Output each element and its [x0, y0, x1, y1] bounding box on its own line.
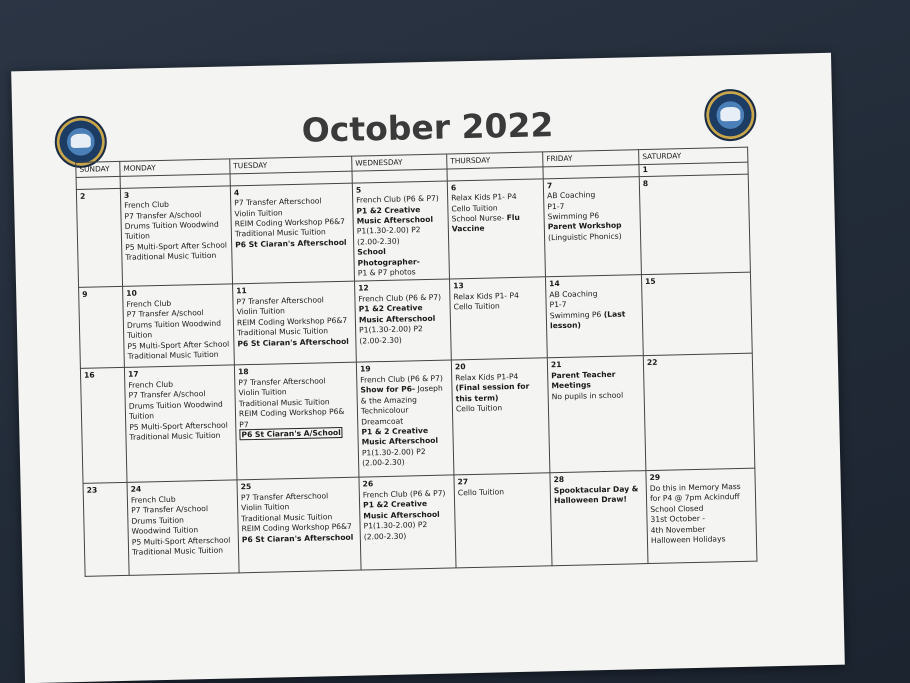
day-cell: 5 French Club (P6 & P7) P1 &2 Creative Music Afterschool P1(1.30-2.00) P2 (2.00-2.30) School Photographer- P1 & P7 photos: [352, 181, 449, 282]
header-saturday: SATURDAY: [639, 147, 748, 165]
day-cell: 13 Relax Kids P1- P4 Cello Tuition: [449, 277, 547, 360]
day-cell: 29 Do this in Memory Mass for P4 @ 7pm Ackinduff School Closed 31st October - 4th November Halloween Holidays: [646, 469, 757, 564]
week-row: [79, 273, 753, 369]
day-cell: 7 AB Coaching P1-7 Swimming P6 Parent Workshop (Linguistic Phonics): [543, 176, 641, 277]
week-row: [76, 174, 750, 288]
day-cell: 14 AB Coaching P1-7 Swimming P6 (Last lesson): [545, 275, 643, 358]
day-cell: 18 P7 Transfer Afterschool Violin Tuition Traditional Music Tuition REIM Coding Workshop P6& P7 P6 St Ciaran's A/School: [234, 363, 359, 481]
day-cell: 22: [643, 354, 755, 471]
header-sunday: SUNDAY: [76, 161, 120, 177]
day-cell: 20 Relax Kids P1-P4 (Final session for this term) Cello Tuition: [451, 358, 550, 475]
day-cell: 23: [83, 483, 129, 577]
day-cell: 11 P7 Transfer Afterschool Violin Tuition REIM Coding Workshop P6&7 Traditional Music Tuition P6 St Ciaran's Afterschool: [233, 282, 357, 366]
week-row: [80, 354, 754, 484]
page-title: October 2022: [301, 105, 554, 150]
day-cell: 24 French Club P7 Transfer A/school Drums Tuition Woodwind Tuition P5 Multi-Sport Afterschool Traditional Music Tuition: [127, 480, 239, 575]
day-cell-1: 1: [639, 163, 748, 177]
day-cell: 9: [79, 287, 125, 369]
header-friday: FRIDAY: [543, 150, 639, 168]
day-cell: 16: [80, 368, 127, 484]
day-cell: 21 Parent Teacher Meetings No pupils in school: [547, 356, 646, 473]
day-cell: 25 P7 Transfer Afterschool Violin Tuition Traditional Music Tuition REIM Coding Workshop P6&7 P6 St Ciaran's Afterschool: [237, 478, 361, 574]
day-cell: 2: [76, 188, 122, 288]
school-crest-icon: [704, 88, 757, 141]
day-cell: 3 French Club P7 Transfer A/school Drums Tuition Woodwind Tuition P5 Multi-Sport After School Traditional Music Tuition: [120, 186, 232, 287]
header-monday: MONDAY: [120, 159, 230, 177]
day-cell: 4 P7 Transfer Afterschool Violin Tuition REIM Coding Workshop P6&7 Traditional Music Tuition P6 St Ciaran's Afterschool: [230, 183, 354, 284]
day-cell: 12 French Club (P6 & P7) P1 &2 Creative Music Afterschool P1(1.30-2.00) P2 (2.00-2.30): [355, 279, 452, 362]
header-wednesday: WEDNESDAY: [352, 154, 447, 172]
day-cell: 17 French Club P7 Transfer A/school Drums Tuition Woodwind Tuition P5 Multi-Sport Afterschool Traditional Music Tuition: [124, 365, 237, 482]
day-cell: 28 Spooktacular Day & Halloween Draw!: [550, 471, 648, 566]
calendar-sheet: [11, 53, 845, 683]
day-cell: 26 French Club (P6 & P7) P1 &2 Creative Music Afterschool P1(1.30-2.00) P2 (2.00-2.30): [359, 475, 456, 570]
header-thursday: THURSDAY: [447, 152, 543, 170]
day-cell: 27 Cello Tuition: [454, 473, 552, 568]
week-row: [83, 469, 757, 577]
calendar-table: [75, 147, 757, 578]
day-cell: 19 French Club (P6 & P7) Show for P6- Joseph & the Amazing Technicolour Dreamcoat P1 & 2 Creative Music Afterschool P1(1.30-2.00) P2 (2.00-2.30): [356, 360, 454, 477]
day-cell: 8: [639, 174, 750, 275]
header-tuesday: TUESDAY: [230, 156, 352, 174]
day-cell: 15: [641, 273, 752, 356]
day-cell: 6 Relax Kids P1- P4 Cello Tuition School Nurse- Flu Vaccine: [447, 179, 545, 280]
day-cell: 10 French Club P7 Transfer A/school Drums Tuition Woodwind Tuition P5 Multi-Sport After School Traditional Music Tuition: [123, 284, 235, 367]
